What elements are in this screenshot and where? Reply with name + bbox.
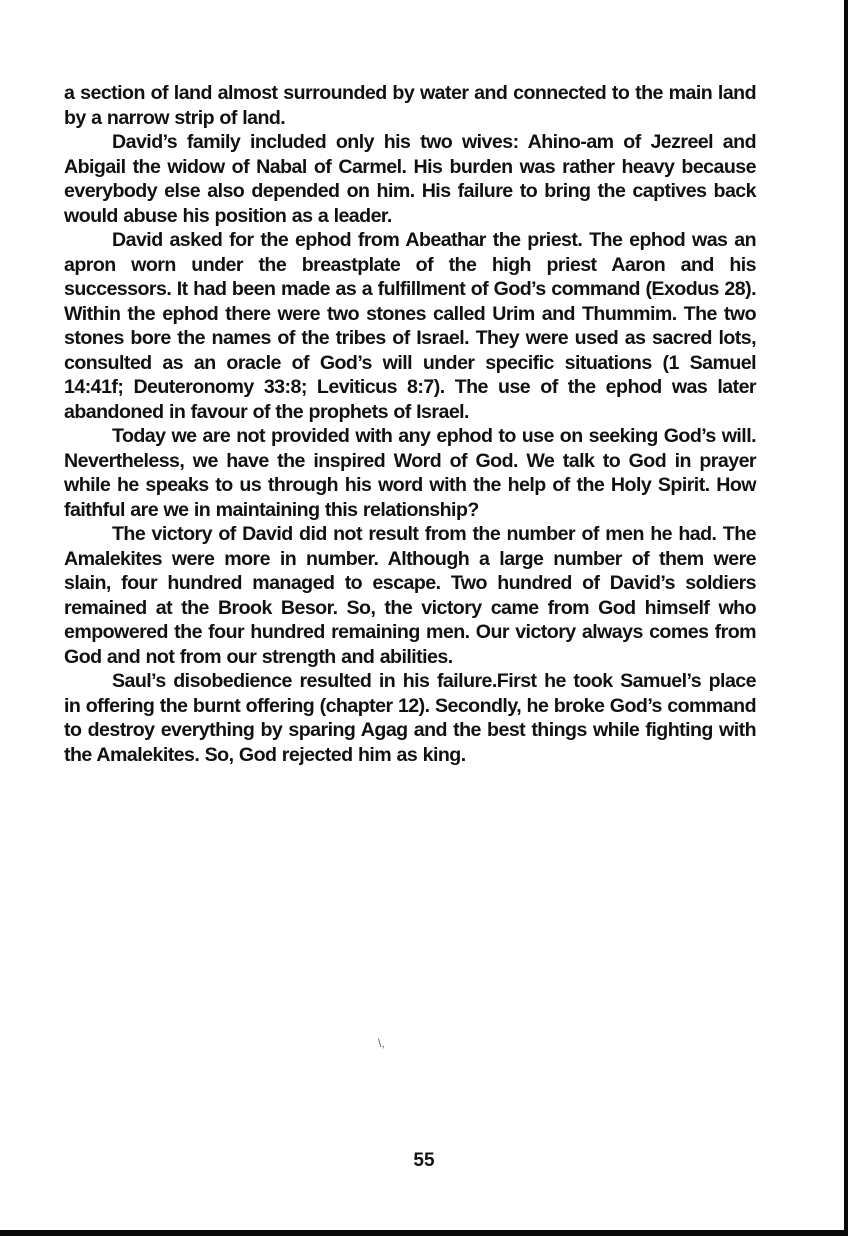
paragraph-ephod: David asked for the ephod from Abeathar the priest. The ephod was an apron worn under the breastplate of the high priest Aaron and his successors. It had been made as a fulfillment of God’s command (Exodus 28). Within the ephod there were two stones called Urim and Thummim. The two stones bore the names of the tribes of Israel. They were used as sacred lots, consulted as an oracle of God’s will under specific situations (1 Samuel 14:41f; Deuteronomy 33:8; Leviticus 8:7). The use of the ephod was later abandoned in favour of the prophets of Israel.	[64, 229, 756, 423]
body-text	[64, 81, 756, 767]
paragraph-sauls-disobedience: Saul’s disobedience resulted in his failure.First he took Samuel’s place in offering the burnt offering (chapter 12). Secondly, he broke God’s command to destroy everything by sparing Agag and the best things while fighting with the Amalekites. So, God rejected him as king.	[64, 670, 756, 766]
page-number: 55	[413, 1150, 435, 1171]
scan-speck: \,	[378, 1036, 385, 1050]
scan-edge-right	[844, 0, 848, 1236]
paragraph-davids-family: David’s family included only his two wives: Ahino-am of Jezreel and Abigail the widow of Nabal of Carmel. His burden was rather heavy because everybody else also depended on him. His failure to bring the captives back would abuse his position as a leader.	[64, 131, 756, 227]
paragraph-victory: The victory of David did not result from the number of men he had. The Amalekites were more in number. Although a large number of them were slain, four hundred managed to escape. Two hundred of David’s soldiers remained at the Brook Besor. So, the victory came from God himself who empowered the four hundred remaining men. Our victory always comes from God and not from our strength and abilities.	[64, 523, 756, 668]
scan-edge-bottom	[0, 1230, 848, 1236]
paragraph-today: Today we are not provided with any ephod to use on seeking God’s will. Nevertheless, we have the inspired Word of God. We talk to God in prayer while he speaks to us through his word with the help of the Holy Spirit. How faithful are we in maintaining this relationship?	[64, 425, 756, 521]
paragraph-continuation: a section of land almost surrounded by water and connected to the main land by a narrow strip of land.	[64, 82, 756, 129]
